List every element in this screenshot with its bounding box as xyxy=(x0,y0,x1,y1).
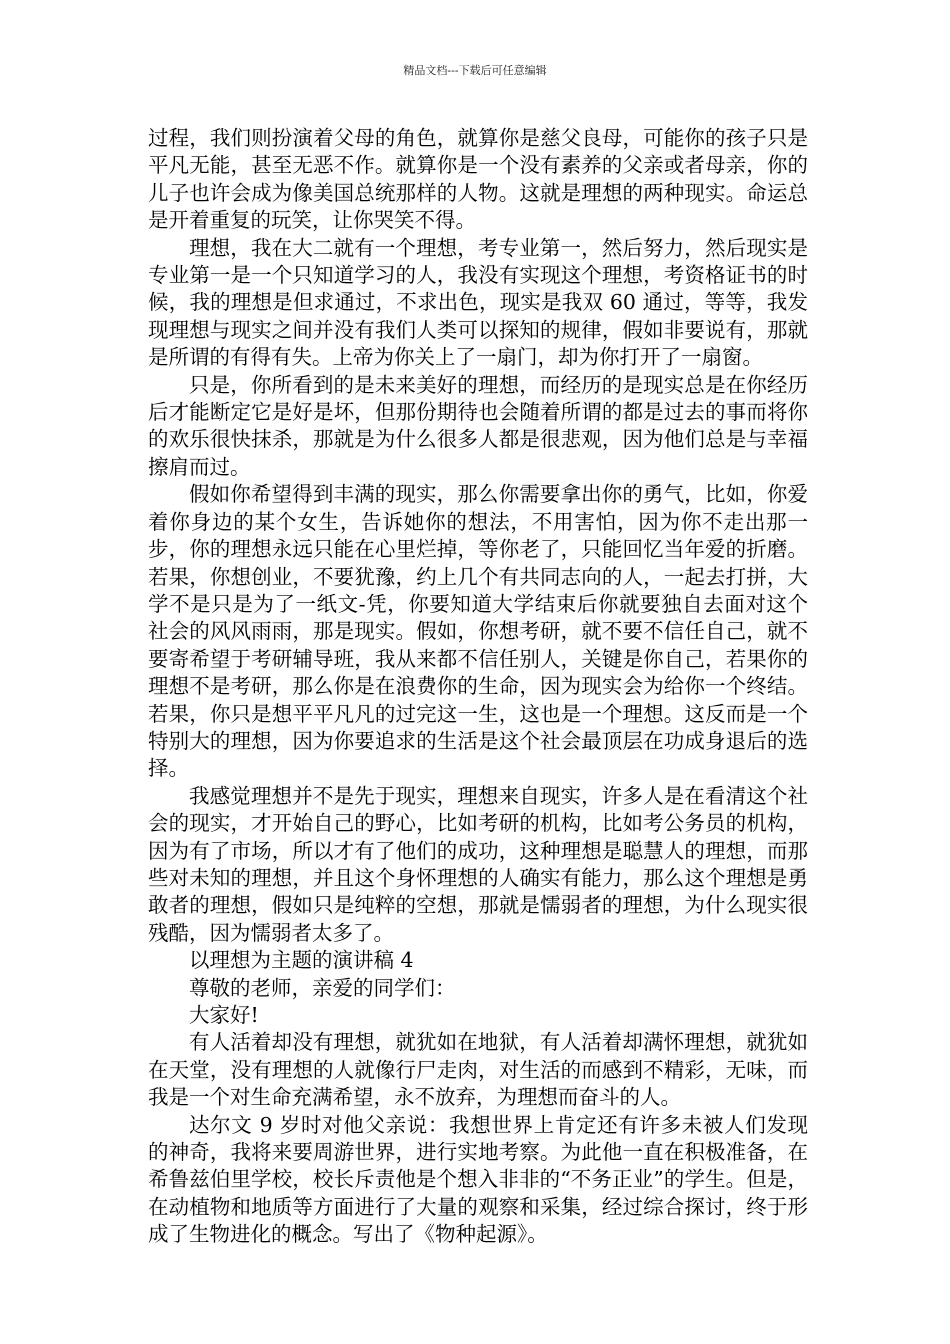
paragraph: 达尔文 9 岁时对他父亲说：我想世界上肯定还有许多未被人们发现的神奇，我将来要周游世界，进行实地考察。为此他一直在积极准备，在希鲁兹伯里学校，校长斥责他是个想入非非的“不务正业”的学生。但是，在动植物和地质等方面进行了大量的观察和采集，经过综合探讨，终于形成了生物进化的概念。写出了《物种起源》。 xyxy=(148,1112,808,1247)
paragraph: 理想，我在大二就有一个理想，考专业第一，然后努力，然后现实是专业第一是一个只知道学习的人，我没有实现这个理想，考资格证书的时候，我的理想是但求通过，不求出色，现实是我双 60 通过，等等，我发现理想与现实之间并没有我们人类可以探知的规律，假如非要说有，那就是所谓的有得有失。上帝为你关上了一扇门，却为你打开了一扇窗。 xyxy=(148,235,808,370)
paragraph: 过程，我们则扮演着父母的角色，就算你是慈父良母，可能你的孩子只是平凡无能，甚至无恶不作。就算你是一个没有素养的父亲或者母亲，你的儿子也许会成为像美国总统那样的人物。这就是理想的两种现实。命运总是开着重复的玩笑，让你哭笑不得。 xyxy=(148,126,808,233)
paragraph: 只是，你所看到的是未来美好的理想，而经历的是现实总是在你经历后才能断定它是好是坏，但那份期待也会随着所谓的都是过去的事而将你的欢乐很快抹杀，那就是为什么很多人都是很悲观，因为他们总是与幸福擦肩而过。 xyxy=(148,372,808,479)
greeting: 大家好! xyxy=(189,1003,259,1027)
salutation: 尊敬的老师，亲爱的同学们： xyxy=(189,975,456,1000)
paragraph: 我感觉理想并不是先于现实，理想来自现实，许多人是在看清这个社会的现实，才开始自己的野心，比如考研的机构，比如考公务员的机构，因为有了市场，所以才有了他们的成功，这种理想是聪慧人的理想，而那些对未知的理想，并且这个身怀理想的人确实有能力，那么这个理想是勇敢者的理想，假如只是纯粹的空想，那就是懦弱者的理想，为什么现实很残酷，因为懦弱者太多了。 xyxy=(148,783,808,945)
page-header: 精品文档---下载后可任意编辑 xyxy=(403,64,547,77)
document-body xyxy=(148,125,808,1249)
paragraph: 有人活着却没有理想，就犹如在地狱，有人活着却满怀理想，就犹如在天堂，没有理想的人就像行尸走肉，对生活的而感到不精彩，无味，而我是一个对生命充满希望，永不放弃，为理想而奋斗的人。 xyxy=(148,1030,808,1110)
speech-title: 以理想为主题的演讲稿 4 xyxy=(189,948,414,973)
paragraph: 假如你希望得到丰满的现实，那么你需要拿出你的勇气，比如，你爱着你身边的某个女生，告诉她你的想法，不用害怕，因为你不走出那一步，你的理想永远只能在心里烂掉，等你老了，只能回忆当年爱的折磨。若果，你想创业，不要犹豫，约上几个有共同志向的人，一起去打拼，大学不是只是为了一纸文-凭，你要知道大学结束后你就要独自去面对这个社会的风风雨雨，那是现实。假如，你想考研，就不要不信任自己，就不要寄希望于考研辅导班，我从来都不信任别人，关键是你自己，若果你的理想不是考研，那么你是在浪费你的生命，因为现实会为给你一个终结。若果，你只是想平平凡凡的过完这一生，这也是一个理想。这反而是一个特别大的理想，因为你要追求的生活是这个社会最顶层在功成身退后的选择。 xyxy=(148,482,808,781)
